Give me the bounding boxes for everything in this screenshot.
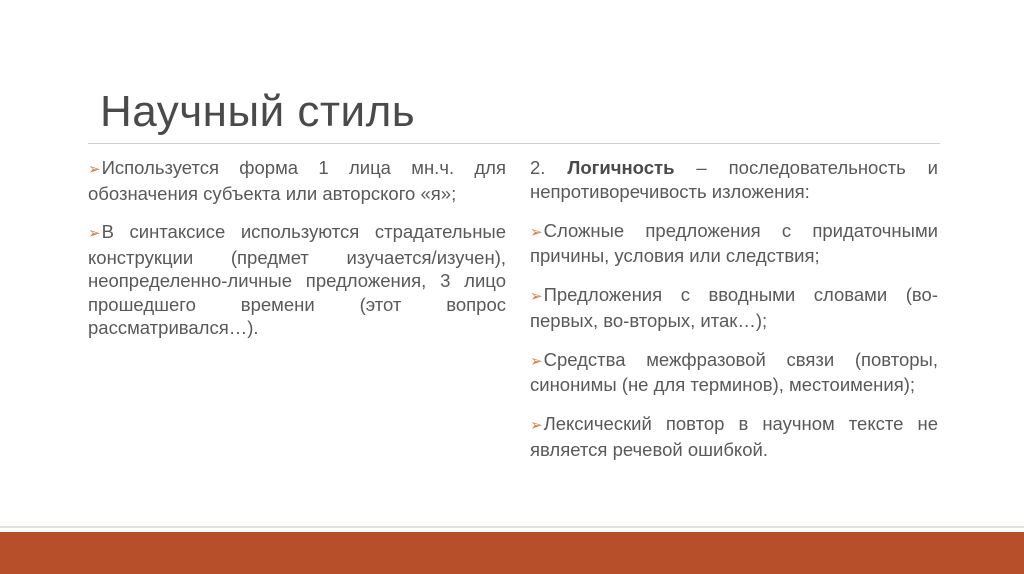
list-item: [530, 348, 938, 397]
title-divider: [88, 143, 940, 144]
list-item-text: Используется форма 1 лица мн.ч. для обозначения субъекта или авторского «я»;: [88, 157, 506, 204]
list-item: [530, 412, 938, 461]
left-column: [88, 156, 506, 355]
section-definition: – последовательность и непротиворечивость изложения:: [530, 157, 938, 202]
arrow-bullet-icon: ➢: [530, 352, 543, 370]
footer-divider: [0, 526, 1024, 528]
list-item-text: Сложные предложения с придаточными причины, условия или следствия;: [530, 219, 938, 266]
section-term: Логичность: [567, 157, 675, 178]
list-item: [88, 220, 506, 340]
footer-accent-bar: [0, 532, 1024, 574]
right-column: [530, 156, 938, 477]
slide-title: Научный стиль: [100, 87, 416, 136]
list-item: [530, 283, 938, 332]
list-item-text: Лексический повтор в научном тексте не является речевой ошибкой.: [530, 413, 938, 460]
list-item: [88, 156, 506, 205]
list-item: [530, 219, 938, 268]
list-item-text: Средства межфразовой связи (повторы, синонимы (не для терминов), местоимения);: [530, 348, 938, 395]
section-number: 2.: [530, 157, 546, 178]
list-item-text: В синтаксисе используются страдательные конструкции (предмет изучается/изучен), неопределенно-личные предложения, 3 лицо прошедшего времени (этот вопрос рассматривался…).: [88, 221, 506, 338]
arrow-bullet-icon: ➢: [530, 288, 543, 305]
arrow-bullet-icon: ➢: [530, 417, 543, 434]
arrow-bullet-icon: ➢: [530, 223, 543, 241]
arrow-bullet-icon: ➢: [88, 161, 101, 178]
list-item-text: Предложения с вводными словами (во-первых, во-вторых, итак…);: [530, 284, 938, 331]
section-intro: [530, 156, 938, 203]
arrow-bullet-icon: ➢: [88, 225, 101, 242]
